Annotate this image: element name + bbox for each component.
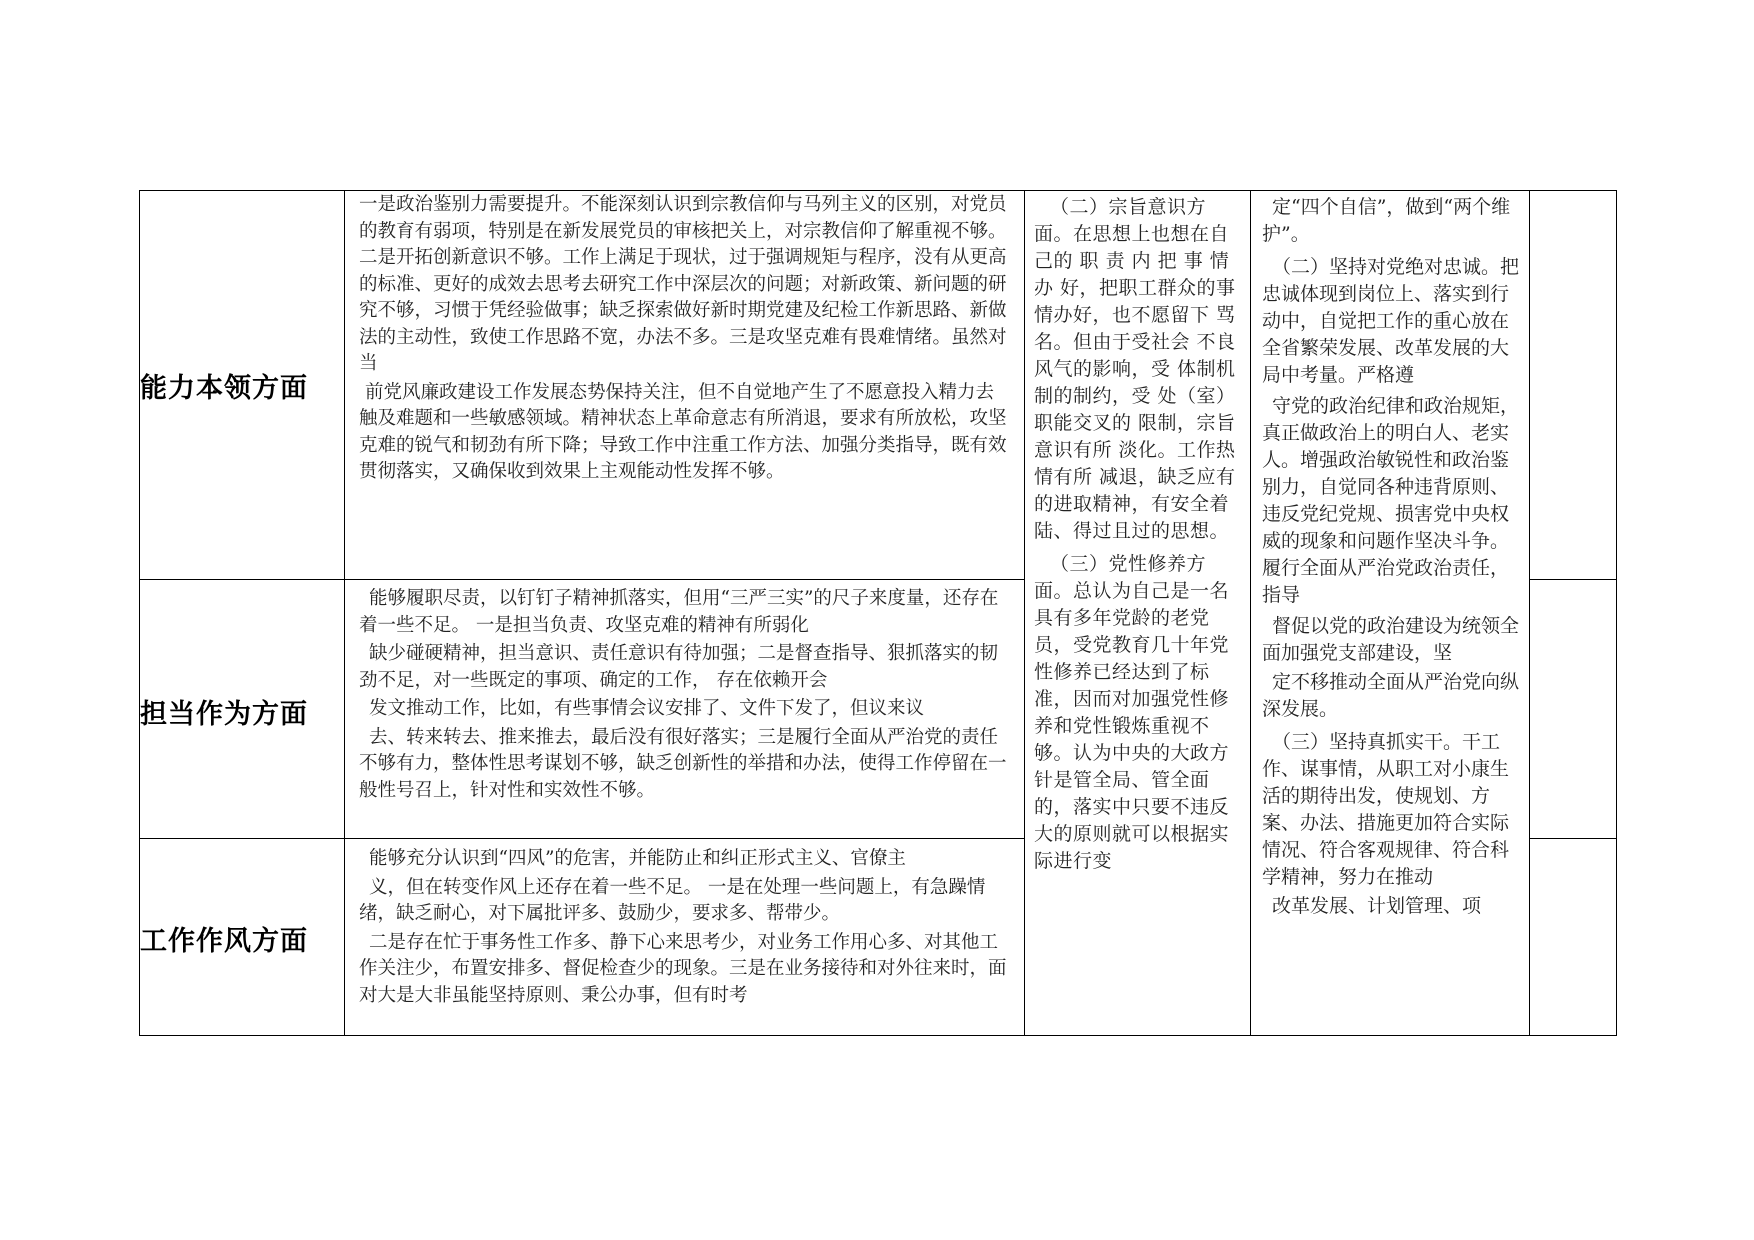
purpose-awareness-paragraph: （二）宗旨意识方面。在思想上也想在自己的 职 责 内 把 事 情 办 好，把职工群众的事 情办好，也不愿留下 骂名。但由于受社会 不良风气的影响，受 体制机制的制约，受 处（室）职能交叉的 限制，宗旨意识有所 淡化。工作热情有所 减退，缺乏应有的进取精神，有安全着陆、得过且过的思想。 <box>1034 196 1236 542</box>
row-divider-1 <box>139 579 1025 580</box>
rectification-measures-column <box>1262 194 1520 920</box>
party-spirit-paragraph: （三）党性修养方面。总认为自己是一名具有多年党龄的老党员，受党教育几十年党性修养已经达到了标准，因而对加强党性修养和党性锻炼重视不够。认为中央的大政方针是管全局、管全面的，落实中只要不违反大的原则就可以根据实际进行变 <box>1034 553 1230 872</box>
table-left-border <box>139 190 140 1036</box>
measures-paragraph-3: 守党的政治纪律和政治规矩，真正做政治上的明白人、老实人。增强政治敏锐性和政治鉴别力，自觉同各种违背原则、违反党纪党规、损害党中央权威的现象和问题作坚决斗争。履行全面从严治党政治责任，指导 <box>1262 395 1520 606</box>
purpose-awareness-column <box>1034 194 1244 875</box>
responsibility-content-cell <box>359 586 1009 804</box>
ability-content-cell <box>359 192 1009 486</box>
measures-paragraph-5: 定不移推动全面从严治党向纵深发展。 <box>1262 671 1520 720</box>
responsibility-paragraph-2: 缺少碰硬精神，担当意识、责任意识有待加强；二是督查指导、狠抓落实的韧劲不足，对一些既定的事项、确定的工作， 存在依赖开会 <box>359 643 999 691</box>
table-right-border <box>1616 190 1617 1036</box>
column-divider-3 <box>1250 190 1251 1036</box>
column-divider-4 <box>1529 190 1530 1036</box>
measures-paragraph-4: 督促以党的政治建设为统领全面加强党支部建设，坚 <box>1262 615 1520 664</box>
measures-paragraph-2: （二）坚持对党绝对忠诚。把忠诚体现到岗位上、落实到行动中，自觉把工作的重心放在全省繁荣发展、改革发展的大局中考量。严格遵 <box>1262 256 1520 386</box>
row-divider-2-right <box>1529 838 1617 839</box>
column-divider-2 <box>1024 190 1025 1036</box>
ability-paragraph-2: 前党风廉政建设工作发展态势保持关注，但不自觉地产生了不愿意投入精力去触及难题和一些敏感领域。精神状态上革命意志有所消退，要求有所放松，攻坚克难的锐气和韧劲有所下降；导致工作中注重工作方法、加强分类指导，既有效贯彻落实，又确保收到效果上主观能动性发挥不够。 <box>359 381 1007 482</box>
measures-paragraph-6: （三）坚持真抓实干。干工作、谋事情，从职工对小康生活的期待出发，使规划、方案、办法、措施更加符合实际情况、符合客观规律、符合科学精神，努力在推动 <box>1262 731 1510 888</box>
responsibility-paragraph-3: 发文推动工作，比如，有些事情会议安排了、文件下发了，但议来议 <box>369 698 925 719</box>
table-top-border <box>139 190 1617 191</box>
row-label-work-style: 工作作风方面 <box>140 926 308 957</box>
row-divider-1-right <box>1529 579 1617 580</box>
measures-paragraph-1: 定“四个自信”，做到“两个维护”。 <box>1262 196 1511 245</box>
row-label-ability: 能力本领方面 <box>140 373 308 404</box>
responsibility-paragraph-4: 去、转来转去、推来推去，最后没有很好落实；三是履行全面从严治党的责任不够有力，整体性思考谋划不够，缺乏创新性的举措和办法，使得工作停留在一般性号召上，针对性和实效性不够。 <box>359 726 1007 801</box>
responsibility-paragraph-1: 能够履职尽责，以钉钉子精神抓落实，但用“三严三实”的尺子来度量，还存在着一些不足。 一是担当负责、攻坚克难的精神有所弱化 <box>359 588 999 636</box>
ability-paragraph-1: 一是政治鉴别力需要提升。不能深刻认识到宗教信仰与马列主义的区别，对党员的教育有弱项，特别是在新发展党员的审核把关上，对宗教信仰了解重视不够。二是开拓创新意识不够。工作上满足于现状，过于强调规矩与程序，没有从更高的标准、更好的成效去思考去研究工作中深层次的问题；对新政策、新问题的研究不够，习惯于凭经验做事；缺乏探索做好新时期党建及纪检工作新思路、新做法的主动性，致使工作思路不宽，办法不多。三是攻坚克难有畏难情绪。虽然对当 <box>359 194 1007 374</box>
row-label-responsibility: 担当作为方面 <box>140 699 308 730</box>
work-style-paragraph-3: 二是存在忙于事务性工作多、静下心来思考少，对业务工作用心多、对其他工作关注少，布置安排多、督促检查少的现象。三是在业务接待和对外往来时，面对大是大非虽能坚持原则、秉公办事，但有时考 <box>359 931 1007 1006</box>
work-style-content-cell <box>359 846 1009 1009</box>
table-bottom-border <box>139 1035 1617 1036</box>
column-divider-1 <box>344 190 345 1036</box>
work-style-paragraph-2: 义，但在转变作风上还存在着一些不足。 一是在处理一些问题上，有急躁情绪，缺乏耐心，对下属批评多、鼓励少，要求多、帮带少。 <box>359 876 986 924</box>
row-divider-2 <box>139 838 1025 839</box>
measures-paragraph-7: 改革发展、计划管理、项 <box>1272 895 1482 917</box>
work-style-paragraph-1: 能够充分认识到“四风”的危害，并能防止和纠正形式主义、官僚主 <box>369 848 906 869</box>
